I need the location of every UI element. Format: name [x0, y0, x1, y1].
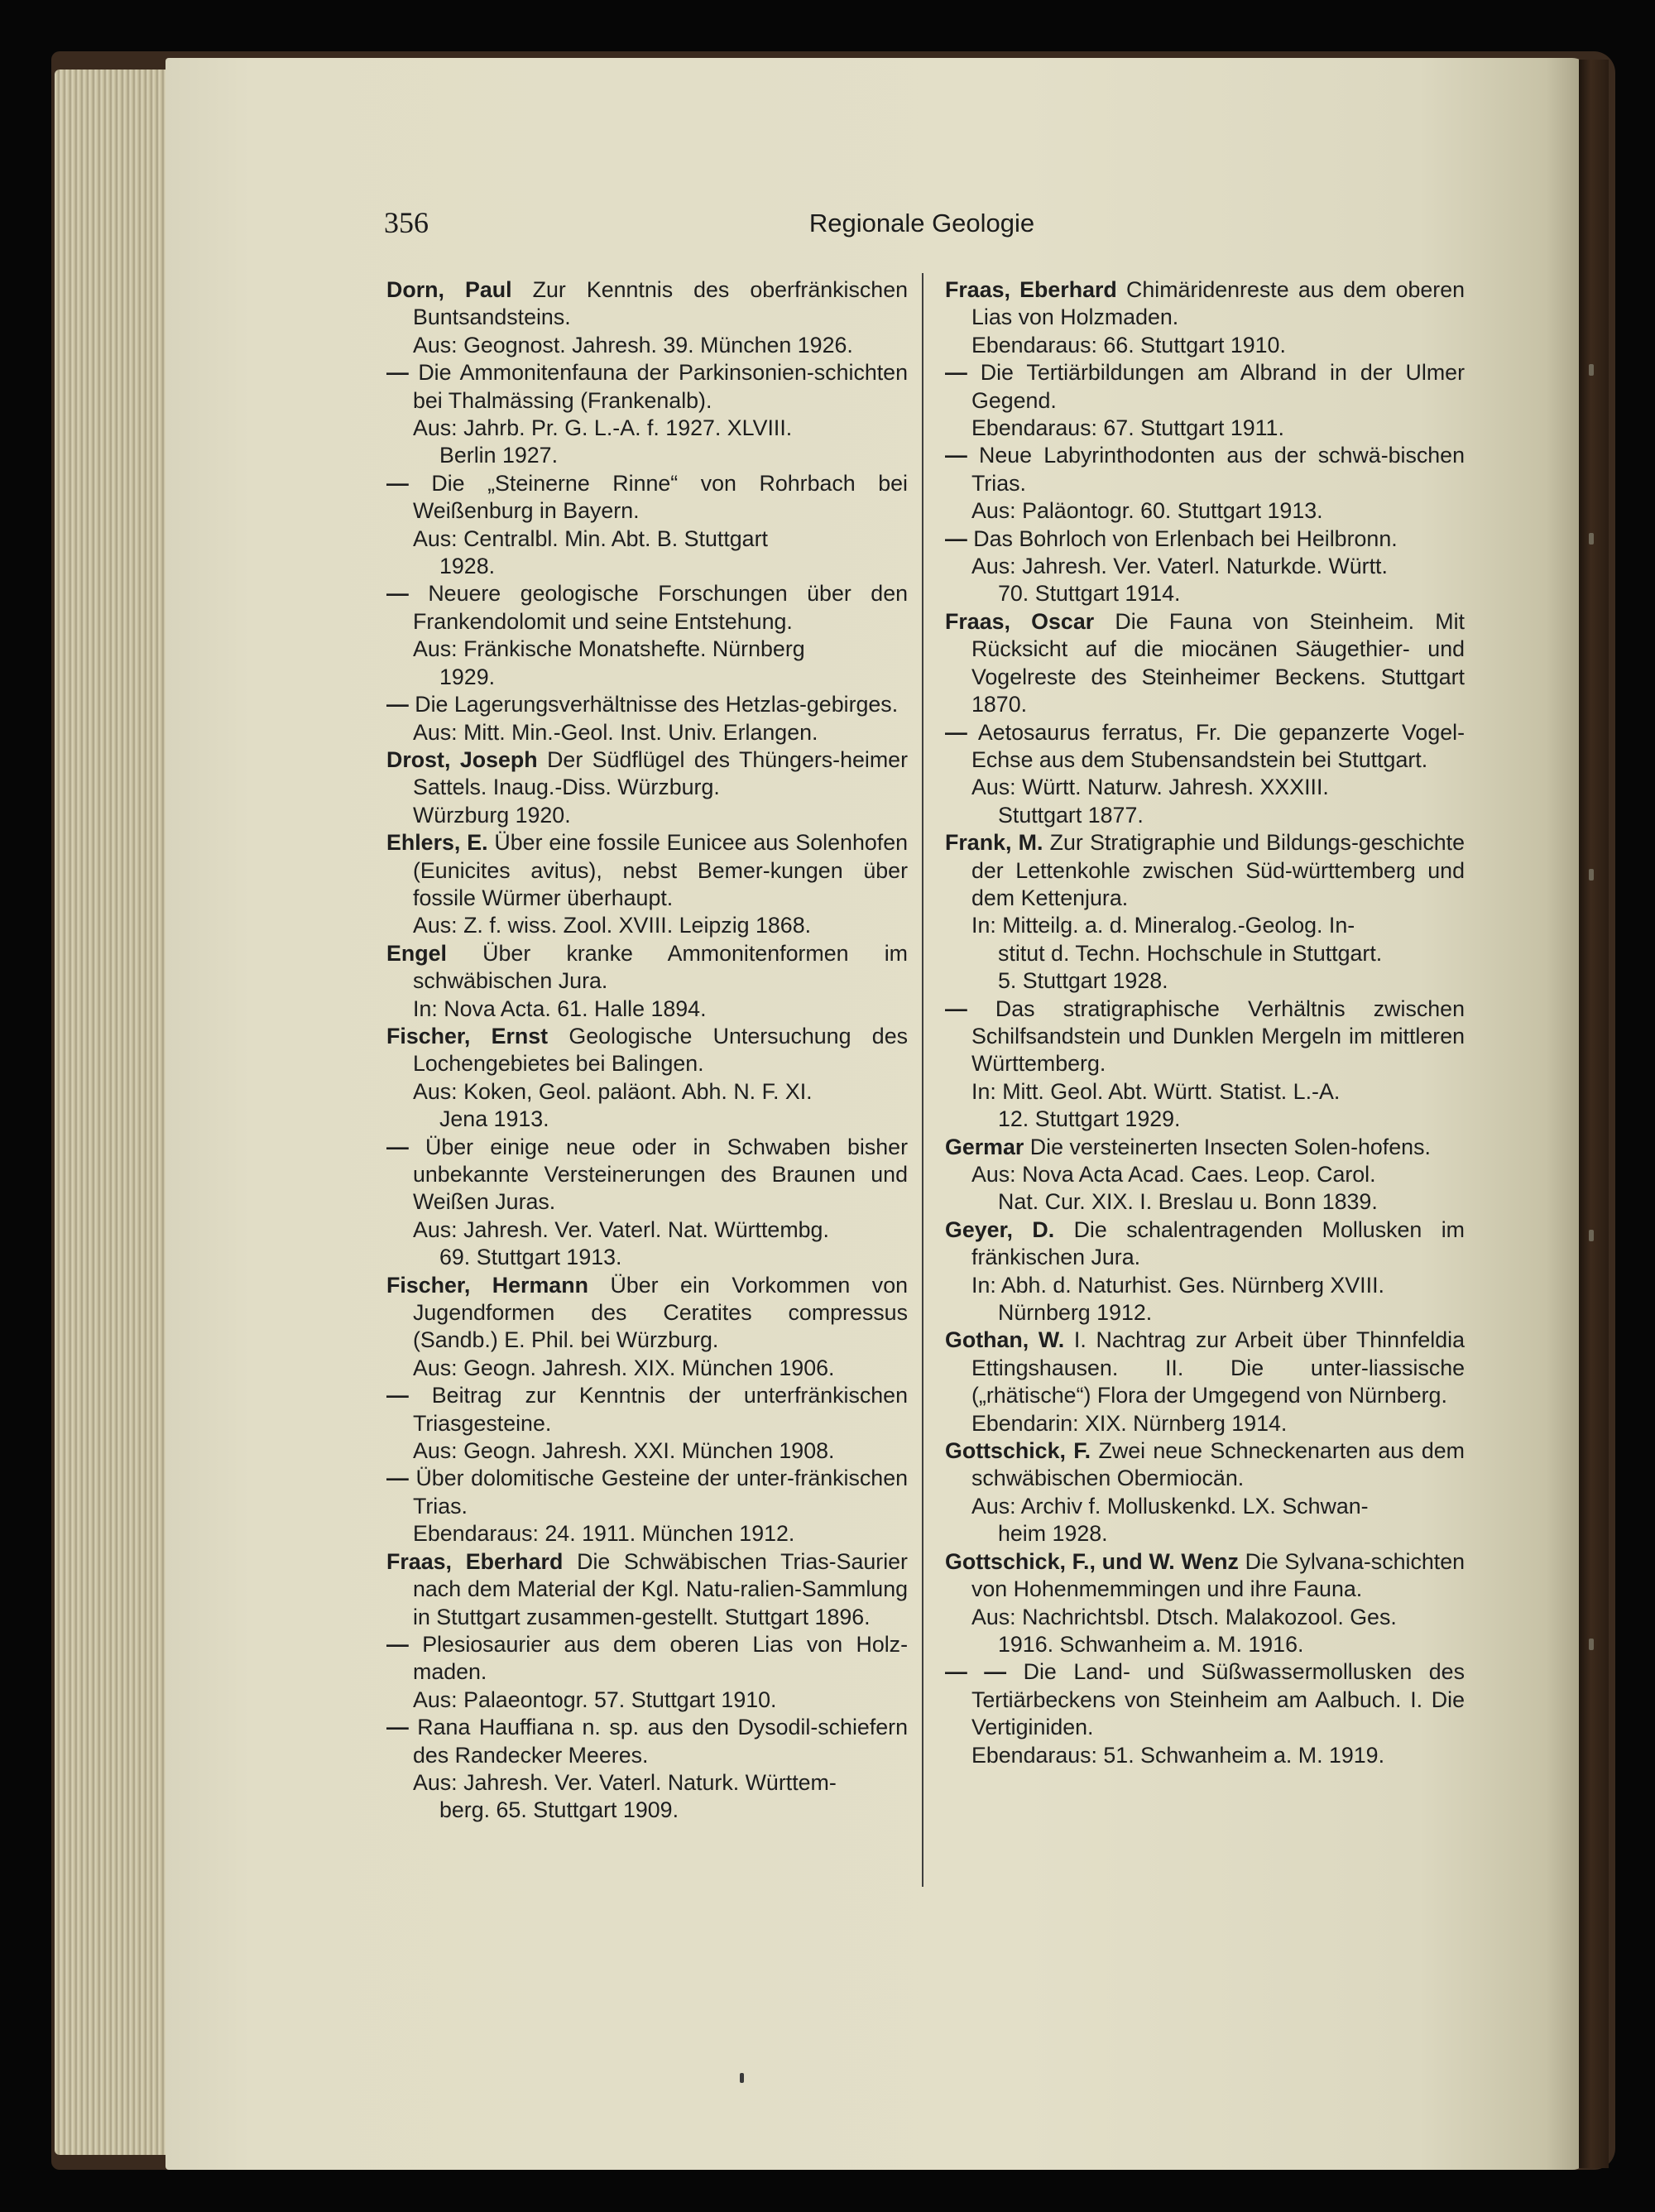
entry-title: Neuere geologische Forschungen über den Frankendolomit und seine Entstehung. [413, 581, 908, 634]
bibliography-entry [386, 746, 908, 829]
bibliography-entry [945, 1548, 1465, 1659]
entry-source [386, 1769, 908, 1825]
entry-title-line [386, 470, 908, 525]
entry-title: Aetosaurus ferratus, Fr. Die gepanzerte Vogel-Echse aus dem Stubensandstein bei Stuttgart. [971, 719, 1466, 772]
bibliography-entry [386, 940, 908, 1023]
entry-source [945, 1742, 1465, 1769]
entry-author: Fischer, Hermann [386, 1272, 588, 1298]
right-column [945, 276, 1465, 1769]
bibliography-entry [945, 719, 1465, 830]
entry-title: Die Schwäbischen Trias-Saurier nach dem Material der Kgl. Natu-ralien-Sammlung in Stuttgart zusammen-gestellt. Stuttgart 1896. [413, 1548, 908, 1629]
entry-source [386, 415, 908, 470]
entry-source-line: Aus: Mitt. Min.-Geol. Inst. Univ. Erlangen. [413, 719, 818, 745]
entry-author: Dorn, Paul [386, 277, 512, 302]
entry-source-line: Aus: Geogn. Jahresh. XIX. München 1906. [413, 1355, 835, 1380]
entry-title: Über dolomitische Gesteine der unter-fränkischen Trias. [413, 1466, 908, 1519]
bibliography-entry [945, 829, 1465, 995]
page-number: 356 [384, 206, 429, 239]
bleed-mark [1589, 364, 1594, 376]
entry-author: — [945, 443, 967, 468]
book-spine-gutter [1579, 60, 1609, 2168]
entry-author: Engel [386, 940, 447, 966]
entry-title: Zwei neue Schneckenarten aus dem schwäbischen Obermiocän. [971, 1438, 1466, 1491]
entry-source [386, 1687, 908, 1714]
entry-source-line: Ebendaraus: 67. Stuttgart 1911. [971, 415, 1284, 441]
entry-title-line [386, 276, 908, 332]
entry-source [386, 1216, 908, 1272]
bibliography-entry [386, 1272, 908, 1383]
entry-title: Rana Hauffiana n. sp. aus den Dysodil-schiefern des Randecker Meeres. [413, 1715, 908, 1768]
entry-title-line [945, 525, 1465, 553]
entry-title-line [386, 1465, 908, 1520]
entry-source-line: Aus: Koken, Geol. paläont. Abh. N. F. XI. [413, 1078, 813, 1104]
entry-source [945, 553, 1465, 608]
entry-source-line: Ebendaraus: 24. 1911. München 1912. [413, 1521, 795, 1547]
entry-source-line: In: Mitt. Geol. Abt. Württ. Statist. L.-A. [971, 1078, 1341, 1104]
entry-title-line [386, 1023, 908, 1078]
entry-source [945, 415, 1465, 442]
entry-author: — [386, 581, 409, 607]
entry-author: Drost, Joseph [386, 746, 538, 772]
bibliography-entry [386, 470, 908, 581]
entry-source [945, 774, 1465, 829]
entry-author: Germar [945, 1134, 1024, 1159]
entry-source-line: Ebendarin: XIX. Nürnberg 1914. [971, 1410, 1288, 1436]
entry-title: Über kranke Ammonitenformen im schwäbischen Jura. [413, 940, 908, 994]
entry-author: Gottschick, F. [945, 1438, 1091, 1464]
entry-source-line: Aus: Palaeontogr. 57. Stuttgart 1910. [413, 1687, 777, 1712]
entry-source [945, 332, 1465, 359]
entry-title-line [386, 746, 908, 802]
entry-author: Fraas, Eberhard [945, 277, 1117, 302]
entry-author: — [945, 996, 967, 1021]
bibliography-entry [945, 442, 1465, 525]
entry-source-line: Aus: Geognost. Jahresh. 39. München 1926. [413, 332, 853, 357]
entry-source-line: In: Abh. d. Naturhist. Ges. Nürnberg XVIII. [971, 1272, 1384, 1298]
entry-source [945, 1410, 1465, 1437]
entry-source [386, 912, 908, 939]
entry-source [945, 1493, 1465, 1548]
entry-author: — [386, 1383, 409, 1408]
entry-author: — [386, 1466, 409, 1491]
entry-title: Plesiosaurier aus dem oberen Lias von Holz-maden. [413, 1631, 909, 1685]
entry-title: Beitrag zur Kenntnis der unterfränkischen Triasgesteine. [413, 1383, 908, 1436]
bibliography-entry [386, 580, 908, 691]
entry-title: Neue Labyrinthodonten aus der schwä-bischen Trias. [971, 443, 1465, 496]
entry-title-line [386, 1714, 908, 1769]
entry-author: — [945, 360, 967, 386]
entry-author: Fraas, Oscar [945, 608, 1095, 634]
entry-title: Die Fauna von Steinheim. Mit Rücksicht auf die miocänen Säugethier- und Vogelreste des Steinheimer Beckens. Stuttgart 1870. [971, 608, 1465, 717]
entry-author: Fraas, Eberhard [386, 1548, 564, 1574]
entry-author: — [386, 470, 409, 496]
entry-author: Ehlers, E. [386, 830, 488, 856]
entry-source-line: Stuttgart 1877. [998, 802, 1144, 828]
entry-title: Zur Stratigraphie und Bildungs-geschichte der Lettenkohle zwischen Süd-württemberg und dem Kettenjura. [971, 830, 1465, 910]
bleed-mark [1589, 869, 1594, 880]
entry-title-line [945, 1437, 1465, 1493]
entry-title: Über eine fossile Eunicee aus Solenhofen (Eunicites avitus), nebst Bemer-kungen über fossile Würmer überhaupt. [413, 830, 908, 910]
entry-author: Geyer, D. [945, 1216, 1055, 1242]
entry-source-line: 1928. [439, 554, 496, 579]
entry-title-line [386, 359, 908, 415]
entry-source-line: 70. Stuttgart 1914. [998, 581, 1181, 607]
entry-source-line: Aus: Centralbl. Min. Abt. B. Stuttgart [413, 525, 768, 551]
entry-author: — [945, 525, 967, 551]
entry-title-line [945, 1327, 1465, 1409]
entry-title-line [386, 829, 908, 912]
entry-source-line: Würzburg 1920. [413, 802, 571, 828]
entry-source-line: 69. Stuttgart 1913. [439, 1245, 622, 1270]
entry-source [386, 636, 908, 691]
entry-author: — [386, 1715, 409, 1740]
entry-source-line: In: Nova Acta. 61. Halle 1894. [413, 996, 707, 1021]
bibliography-entry [386, 1548, 908, 1631]
entry-author: — — [945, 1659, 1007, 1685]
entry-title-line [386, 1631, 908, 1687]
bibliography-entry [945, 996, 1465, 1134]
entry-source-line: Aus: Archiv f. Molluskenkd. LX. Schwan- [971, 1493, 1369, 1519]
left-column [386, 276, 908, 1825]
entry-title-line [386, 940, 908, 996]
entry-title: Über ein Vorkommen von Jugendformen des Ceratites compressus (Sandb.) E. Phil. bei Würzburg. [413, 1272, 909, 1353]
entry-author: — [386, 1134, 409, 1159]
entry-title: I. Nachtrag zur Arbeit über Thinnfeldia Ettingshausen. II. Die unter-liassische („rhätische“) Flora der Umgegend von Nürnberg. [971, 1327, 1465, 1408]
entry-author: Gottschick, F., und W. Wenz [945, 1548, 1239, 1574]
entry-source [945, 1078, 1465, 1134]
entry-title: Die „Steinerne Rinne“ von Rohrbach bei Weißenburg in Bayern. [413, 470, 908, 524]
entry-title-line [945, 719, 1465, 775]
bibliography-entry [945, 1327, 1465, 1437]
entry-source [386, 996, 908, 1023]
entry-author: Frank, M. [945, 830, 1043, 856]
entry-source-line: Ebendaraus: 51. Schwanheim a. M. 1919. [971, 1742, 1385, 1768]
entry-title-line [945, 996, 1465, 1078]
entry-source-line: 12. Stuttgart 1929. [998, 1106, 1181, 1132]
page-header [384, 205, 1460, 247]
entry-author: Fischer, Ernst [386, 1023, 549, 1048]
entry-title: Die versteinerten Insecten Solen-hofens. [1029, 1134, 1431, 1159]
entry-author: Gothan, W. [945, 1327, 1065, 1353]
entry-source [945, 1272, 1465, 1327]
bibliography-entry [386, 1023, 908, 1134]
entry-source-line: Nat. Cur. XIX. I. Breslau u. Bonn 1839. [998, 1189, 1378, 1215]
entry-source-line: Ebendaraus: 66. Stuttgart 1910. [971, 332, 1286, 357]
entry-author: — [945, 719, 967, 745]
bleed-mark [1589, 1230, 1594, 1241]
bibliography-entry [945, 359, 1465, 442]
entry-source [386, 1355, 908, 1382]
entry-title: Die Land- und Süßwassermollusken des Tertiärbeckens von Steinheim am Aalbuch. I. Die Vertiginiden. [971, 1659, 1465, 1740]
bleed-mark [1589, 1639, 1594, 1650]
bibliography-entry [386, 691, 908, 746]
entry-title-line [945, 1548, 1465, 1604]
entry-title: Über einige neue oder in Schwaben bisher unbekannte Versteinerungen des Braunen und Weißen Juras. [413, 1134, 908, 1215]
entry-source [386, 525, 908, 581]
entry-source [386, 802, 908, 829]
entry-source-line: 1916. Schwanheim a. M. 1916. [998, 1631, 1304, 1657]
bibliography-entry [945, 1437, 1465, 1548]
bibliography-entry [945, 608, 1465, 719]
entry-title: Chimäridenreste aus dem oberen Lias von Holzmaden. [971, 277, 1466, 330]
ink-speck [740, 2073, 744, 2083]
running-head: Regionale Geologie [808, 209, 1035, 238]
entry-source-line: Aus: Z. f. wiss. Zool. XVIII. Leipzig 1868. [413, 913, 812, 938]
entry-title-line [945, 1216, 1465, 1272]
entry-source-line: 1929. [439, 664, 496, 689]
entry-title-line [386, 1134, 908, 1216]
entry-source-line: Aus: Geogn. Jahresh. XXI. München 1908. [413, 1438, 835, 1464]
entry-title-line [945, 442, 1465, 497]
entry-source-line: Jena 1913. [439, 1106, 549, 1132]
entry-title-line [386, 1382, 908, 1437]
bibliography-entry [386, 1382, 908, 1465]
entry-title-line [945, 1134, 1465, 1161]
entry-title: Die Sylvana-schichten von Hohenmemmingen und ihre Fauna. [971, 1548, 1466, 1602]
entry-title-line [945, 829, 1465, 912]
entry-author: — [386, 360, 409, 386]
entry-title-line [945, 276, 1465, 332]
entry-source [945, 497, 1465, 525]
bibliography-entry [945, 1658, 1465, 1769]
entry-title: Geologische Untersuchung des Lochengebietes bei Balingen. [413, 1023, 908, 1077]
entry-source-line: Aus: Jahresh. Ver. Vaterl. Naturkde. Württ. [971, 554, 1388, 579]
bibliography-entry [945, 276, 1465, 359]
entry-author: — [386, 692, 409, 717]
bibliography-entry [945, 525, 1465, 608]
entry-source [945, 912, 1465, 995]
entry-source-line: Aus: Jahresh. Ver. Vaterl. Nat. Württembg. [413, 1216, 829, 1242]
entry-source-line: Aus: Paläontogr. 60. Stuttgart 1913. [971, 498, 1323, 524]
entry-source-line: Aus: Württ. Naturw. Jahresh. XXXIII. [971, 775, 1329, 800]
entry-source-line: stitut d. Techn. Hochschule in Stuttgart. [998, 940, 1383, 966]
entry-title-line [386, 691, 908, 718]
bibliography-entry [386, 1631, 908, 1714]
entry-source [386, 1078, 908, 1134]
entry-title: Das Bohrloch von Erlenbach bei Heilbronn. [973, 525, 1398, 551]
bibliography-entry [386, 1134, 908, 1272]
entry-source-line: Aus: Nachrichtsbl. Dtsch. Malakozool. Ges. [971, 1604, 1397, 1629]
entry-source [945, 1161, 1465, 1216]
entry-source [945, 1604, 1465, 1659]
entry-title: Zur Kenntnis des oberfränkischen Buntsandsteins. [413, 277, 909, 330]
entry-title: Die Ammonitenfauna der Parkinsonien-schichten bei Thalmässing (Frankenalb). [413, 360, 908, 413]
entry-source-line: 5. Stuttgart 1928. [998, 968, 1168, 994]
entry-title-line [386, 1548, 908, 1631]
entry-source [386, 719, 908, 746]
entry-source-line: Aus: Jahresh. Ver. Vaterl. Naturk. Württem- [413, 1769, 837, 1795]
entry-source-line: berg. 65. Stuttgart 1909. [439, 1797, 679, 1823]
bleed-mark [1589, 533, 1594, 545]
entry-title: Die Tertiärbildungen am Albrand in der Ulmer Gegend. [971, 360, 1465, 413]
entry-title-line [386, 1272, 908, 1355]
entry-source-line: Aus: Nova Acta Acad. Caes. Leop. Carol. [971, 1162, 1376, 1187]
bibliography-entry [386, 1714, 908, 1825]
bibliography-entry [386, 359, 908, 470]
entry-source-line: Aus: Fränkische Monatshefte. Nürnberg [413, 636, 805, 662]
entry-source-line: Nürnberg 1912. [998, 1300, 1153, 1326]
entry-source-line: Berlin 1927. [439, 443, 559, 468]
entry-title: Das stratigraphische Verhältnis zwischen Schilfsandstein und Dunklen Mergeln im mittleren Württemberg. [971, 996, 1465, 1077]
entry-title: Der Südflügel des Thüngers-heimer Sattels. Inaug.-Diss. Würzburg. [413, 746, 908, 800]
bibliography-entry [386, 829, 908, 940]
entry-title-line [945, 1658, 1465, 1741]
entry-title: Die schalentragenden Mollusken im fränkischen Jura. [971, 1216, 1465, 1270]
bibliography-entry [945, 1216, 1465, 1327]
entry-source-line: In: Mitteilg. a. d. Mineralog.-Geolog. In- [971, 913, 1355, 938]
column-divider [922, 273, 923, 1887]
entry-title-line [945, 359, 1465, 415]
entry-title: Die Lagerungsverhältnisse des Hetzlas-gebirges. [415, 692, 899, 717]
entry-title-line [386, 580, 908, 636]
bibliography-entry [386, 1465, 908, 1547]
page-edges [55, 70, 179, 2155]
bibliography-entry [386, 276, 908, 359]
entry-source-line: heim 1928. [998, 1521, 1108, 1547]
entry-source [386, 1520, 908, 1547]
entry-source [386, 1437, 908, 1465]
entry-source-line: Aus: Jahrb. Pr. G. L.-A. f. 1927. XLVIII. [413, 415, 793, 441]
entry-title-line [945, 608, 1465, 719]
entry-author: — [386, 1631, 409, 1657]
bibliography-entry [945, 1134, 1465, 1216]
entry-source [386, 332, 908, 359]
